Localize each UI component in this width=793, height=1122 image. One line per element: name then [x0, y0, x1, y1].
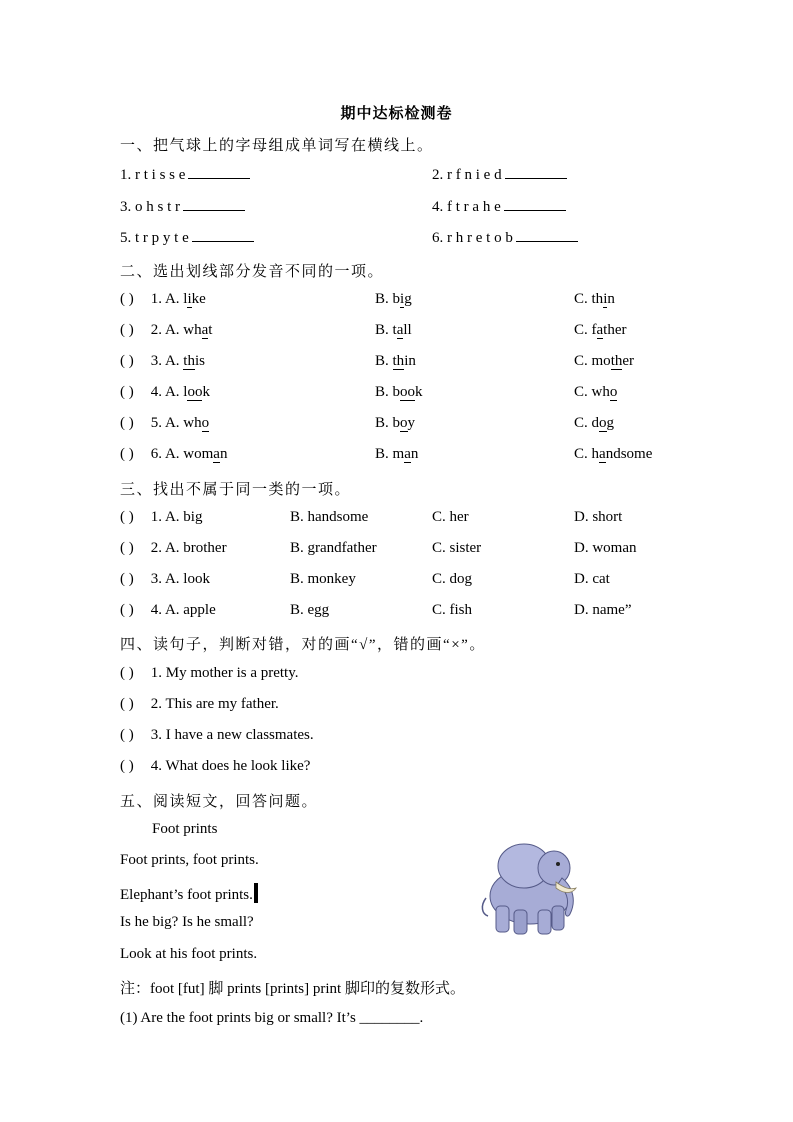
- s4-row-1: ( ) 1. My mother is a pretty.: [120, 665, 299, 681]
- answer-paren[interactable]: ( ): [120, 291, 134, 307]
- s3-row-3-d: D. cat: [574, 571, 610, 587]
- s3-row-2: ( ) 2. A. brother: [120, 540, 227, 556]
- s3-row-3-b: B. monkey: [290, 571, 356, 587]
- section5-heading: 五、阅读短文，回答问题。: [120, 794, 319, 810]
- poem-title: Foot prints: [152, 821, 218, 837]
- s1-item-6: 6. r h r e t o b: [432, 229, 578, 247]
- s2-row-6-b: B. man: [375, 446, 419, 462]
- answer-paren[interactable]: ( ): [120, 727, 134, 743]
- s1-item-3: 3. o h s t r: [120, 198, 245, 216]
- s3-row-3-c: C. dog: [432, 571, 473, 587]
- s3-row-4-c: C. fish: [432, 602, 473, 618]
- answer-paren[interactable]: ( ): [120, 509, 134, 525]
- answer-blank[interactable]: [192, 229, 254, 242]
- answer-blank[interactable]: [188, 166, 250, 179]
- s1-item-1: 1. r t i s s e: [120, 166, 250, 184]
- poem-line-2: Elephant’s foot prints.: [120, 883, 258, 904]
- poem-line-1: Foot prints, foot prints.: [120, 852, 259, 868]
- s2-row-3-c: C. mother: [574, 353, 635, 369]
- s1-item-5: 5. t r p y t e: [120, 229, 254, 247]
- answer-paren[interactable]: ( ): [120, 571, 134, 587]
- s2-row-5-b: B. boy: [375, 415, 416, 431]
- section1-heading: 一、把气球上的字母组成单词写在横线上。: [120, 138, 434, 154]
- s3-row-2-b: B. grandfather: [290, 540, 377, 556]
- answer-blank[interactable]: [505, 166, 567, 179]
- section3-heading: 三、找出不属于同一类的一项。: [120, 482, 352, 498]
- answer-paren[interactable]: ( ): [120, 540, 134, 556]
- s2-row-2-c: C. father: [574, 322, 627, 338]
- s1-item-4: 4. f t r a h e: [432, 198, 566, 216]
- s3-row-4-d: D. name”: [574, 602, 632, 618]
- s3-row-1-d: D. short: [574, 509, 623, 525]
- question-1: (1) Are the foot prints big or small? It’s ________.: [120, 1010, 424, 1026]
- s3-row-1: ( ) 1. A. big: [120, 509, 203, 525]
- s2-row-1-c: C. thin: [574, 291, 615, 307]
- s2-row-5-c: C. dog: [574, 415, 615, 431]
- s2-row-5: ( ) 5. A. who: [120, 415, 210, 431]
- s3-row-1-b: B. handsome: [290, 509, 369, 525]
- s3-row-4: ( ) 4. A. apple: [120, 602, 216, 618]
- answer-paren[interactable]: ( ): [120, 696, 134, 712]
- s2-row-4-c: C. who: [574, 384, 618, 400]
- text-cursor: [254, 883, 258, 903]
- s4-row-3: ( ) 3. I have a new classmates.: [120, 727, 314, 743]
- answer-paren[interactable]: ( ): [120, 353, 134, 369]
- s3-row-2-d: D. woman: [574, 540, 637, 556]
- s3-row-2-c: C. sister: [432, 540, 482, 556]
- answer-paren[interactable]: ( ): [120, 758, 134, 774]
- s3-row-4-b: B. egg: [290, 602, 330, 618]
- s4-row-4: ( ) 4. What does he look like?: [120, 758, 311, 774]
- section2-heading: 二、选出划线部分发音不同的一项。: [120, 264, 385, 280]
- s1-item-2: 2. r f n i e d: [432, 166, 567, 184]
- page-title: 期中达标检测卷: [340, 106, 453, 122]
- s2-row-1-b: B. big: [375, 291, 412, 307]
- s2-row-3: ( ) 3. A. this: [120, 353, 205, 369]
- answer-paren[interactable]: ( ): [120, 415, 134, 431]
- s2-row-4: ( ) 4. A. look: [120, 384, 210, 400]
- answer-paren[interactable]: ( ): [120, 602, 134, 618]
- poem-line-4: Look at his foot prints.: [120, 946, 258, 962]
- answer-paren[interactable]: ( ): [120, 446, 134, 462]
- s2-row-1: ( ) 1. A. like: [120, 291, 206, 307]
- s2-row-6-c: C. handsome: [574, 446, 653, 462]
- answer-blank[interactable]: [504, 198, 566, 211]
- s2-row-6: ( ) 6. A. woman: [120, 446, 228, 462]
- s2-row-4-b: B. book: [375, 384, 423, 400]
- vocab-note: 注：foot [fut] 脚 prints [prints] print 脚印的复数形式。: [120, 981, 465, 997]
- answer-paren[interactable]: ( ): [120, 384, 134, 400]
- answer-blank[interactable]: [183, 198, 245, 211]
- poem-line-3: Is he big? Is he small?: [120, 914, 254, 930]
- s2-row-2-b: B. tall: [375, 322, 412, 338]
- s2-row-3-b: B. thin: [375, 353, 416, 369]
- s4-row-2: ( ) 2. This are my father.: [120, 696, 279, 712]
- answer-paren[interactable]: ( ): [120, 322, 134, 338]
- section4-heading: 四、读句子，判断对错，对的画“√”，错的画“×”。: [120, 637, 486, 653]
- s3-row-1-c: C. her: [432, 509, 469, 525]
- s3-row-3: ( ) 3. A. look: [120, 571, 210, 587]
- s2-row-2: ( ) 2. A. what: [120, 322, 213, 338]
- answer-blank[interactable]: [516, 229, 578, 242]
- answer-paren[interactable]: ( ): [120, 665, 134, 681]
- elephant-illustration: [478, 836, 590, 938]
